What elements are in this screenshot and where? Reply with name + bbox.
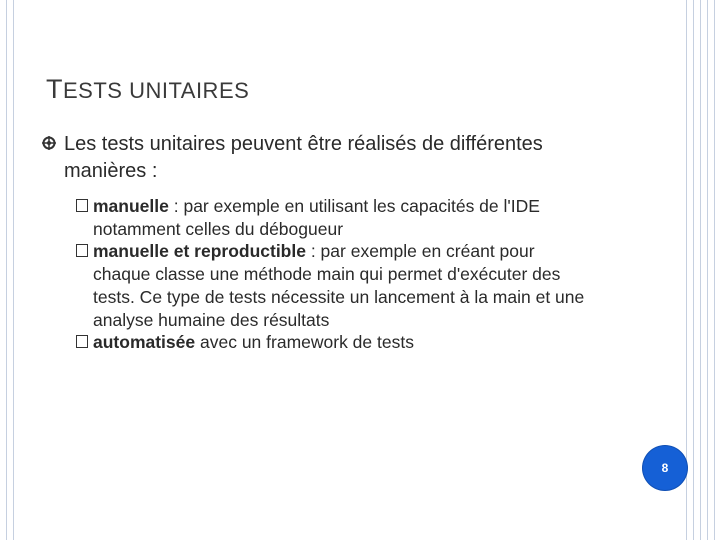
sub-bullet-list [76,195,586,354]
sub-bullet-item [76,195,586,240]
sub-bullet-bold: manuelle et reproductible [93,241,306,262]
page-number-badge [643,446,687,490]
slide-title-rest: ESTS UNITAIRES [63,78,250,103]
box-bullet-icon [76,335,88,348]
main-bullet [42,131,582,185]
box-bullet-icon [76,199,88,212]
left-frame-decoration [6,0,14,540]
page-number: 8 [661,461,669,475]
sub-bullet-bold: manuelle [93,196,169,216]
slide-title-first: T [46,74,63,104]
main-bullet-text: Les tests unitaires peuvent être réalisés de différentes manières : [64,133,543,182]
sub-bullet-bold: automatisée [93,332,196,353]
sub-bullet-item [76,331,586,354]
sub-bullet-item [76,240,586,331]
right-frame-decoration [686,0,716,540]
sub-bullet-text: avec un framework de tests [195,332,414,353]
sub-bullet-text: : par exemple en utilisant les capacités de l'IDE notamment celles du débogueur [93,196,540,239]
sub-bullet-text: : par exemple en créant pour chaque classe une méthode main qui permet d'exécuter des tests. Ce type de tests nécessite un lancement à la main et une analyse humaine des résultats [93,241,585,330]
box-bullet-icon [76,244,88,257]
gear-circle-icon [42,136,56,150]
slide-title [46,74,249,105]
